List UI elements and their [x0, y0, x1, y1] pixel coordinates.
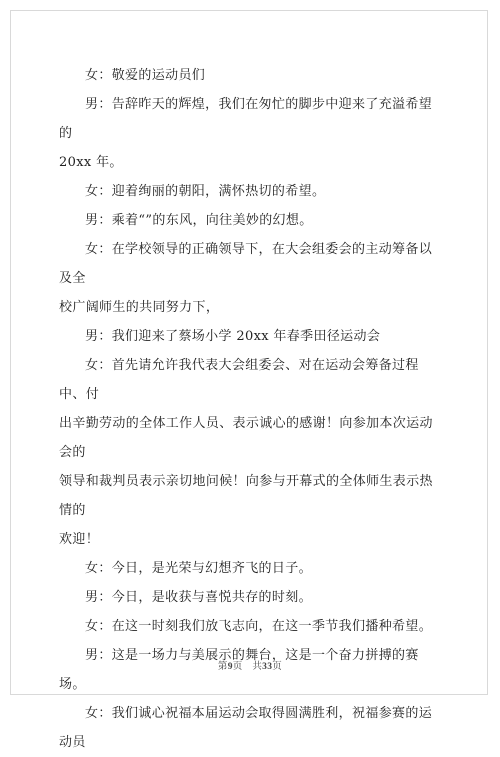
dialogue-line-continuation: 欢迎！	[59, 532, 100, 547]
dialogue-line: 女：在这一时刻我们放飞志向，在这一季节我们播种希望。	[85, 619, 433, 634]
dialogue-line: 女：迎着绚丽的朝阳，满怀热切的希望。	[85, 184, 326, 199]
dialogue-line-continuation: 校广阔师生的共同努力下，	[59, 300, 220, 315]
dialogue-line: 女：在学校领导的正确领导下，在大会组委会的主动筹备以及全	[59, 242, 433, 286]
dialogue-line: 男：今日，是收获与喜悦共存的时刻。	[85, 590, 312, 605]
footer-middle: 页 共	[232, 662, 263, 672]
total-pages-number: 33	[262, 662, 273, 672]
footer-prefix: 第	[217, 662, 228, 672]
dialogue-line-continuation: 领导和裁判员表示亲切地问候！向参与开幕式的全体师生表示热情的	[59, 474, 433, 518]
dialogue-line: 女：敬爱的运动员们	[85, 68, 206, 83]
dialogue-line: 男：乘着“”的东风，向往美妙的幻想。	[85, 213, 313, 228]
footer-suffix: 页	[272, 662, 283, 672]
dialogue-line: 男：我们迎来了蔡场小学 20xx 年春季田径运动会	[85, 329, 381, 344]
dialogue-line-continuation: 出辛勤劳动的全体工作人员、表示诚心的感谢！向参加本次运动会的	[59, 416, 433, 460]
document-body	[59, 61, 443, 757]
page-footer	[0, 658, 500, 672]
dialogue-line: 女：今日，是光荣与幻想齐飞的日子。	[85, 561, 312, 576]
current-page-number: 9	[227, 662, 233, 672]
dialogue-line: 男：这是一场力与美展示的舞台，这是一个奋力拼搏的赛场。	[59, 648, 419, 692]
dialogue-line: 女：首先请允许我代表大会组委会、对在运动会筹备过程中、付	[59, 358, 419, 402]
dialogue-line: 女：我们诚心祝福本届运动会取得圆满胜利，祝福参赛的运动员	[59, 706, 433, 750]
dialogue-line-continuation: 20xx 年。	[59, 155, 123, 170]
dialogue-line: 男：告辞昨天的辉煌，我们在匆忙的脚步中迎来了充溢希望的	[59, 97, 433, 141]
